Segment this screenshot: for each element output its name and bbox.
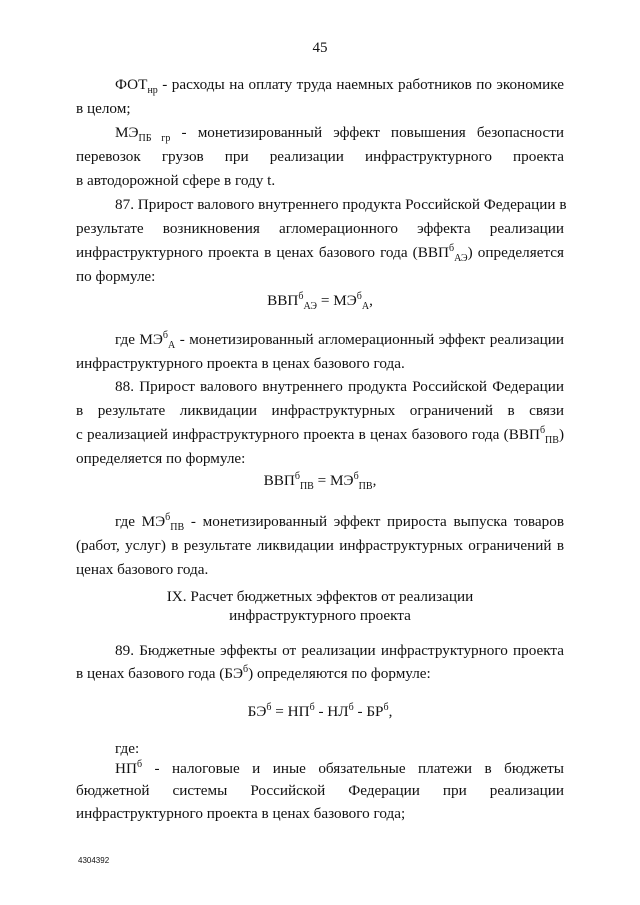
formula-vvp-pv-where-end: ценах базового года. [76, 561, 209, 578]
paragraph-88-line-3: с реализацией инфраструктурного проекта в ценах базового года $(ВВП^б_{ПВ})$ [76, 424, 564, 447]
section-heading-line-2: инфраструктурного проекта [229, 607, 411, 624]
document-code: 4304392 [78, 856, 110, 865]
me-pb-definition-cont: перевозок грузов при реализации инфраструктурного проекта [76, 148, 564, 165]
formula-vvp-ae-where: где $МЭ^б_А$ - монетизированный агломерационный эффект реализации [115, 329, 564, 352]
me-pb-definition-end: в автодорожной сфере в году t. [76, 172, 276, 189]
fot-definition-line: $ФОТ_{нр}$ - расходы на оплату труда наемных работников по экономике [115, 76, 564, 97]
paragraph-88-line-2: в результате ликвидации инфраструктурных ограничений в связи [76, 402, 564, 419]
np-definition-cont: бюджетной системы Российской Федерации при реализации [76, 782, 564, 799]
paragraph-89-line-1: 89. Бюджетные эффекты от реализации инфраструктурного проекта [115, 642, 564, 659]
me-pb-definition-line: $МЭ_{ПБ гр}$ - монетизированный эффект повышения безопасности [115, 124, 564, 145]
paragraph-87-line-2: результате возникновения агломерационного эффекта реализации [76, 220, 564, 237]
formula-vvp-ae-where-cont: инфраструктурного проекта в ценах базового года. [76, 355, 405, 372]
paragraph-87-line-1: 87. Прирост валового внутреннего продукта Российской Федерации в [115, 196, 567, 213]
page-number: 45 [312, 40, 328, 56]
paragraph-89-line-2: в ценах базового года $(БЭ^б)$ определяются по формуле: [76, 663, 431, 682]
formula-be: $БЭ^б = НП^б - НЛ^б - БР^б$, [247, 701, 393, 720]
paragraph-88-line-1: 88. Прирост валового внутреннего продукта Российской Федерации [115, 378, 564, 395]
formula-vvp-pv-where: где $МЭ^б_{ПВ}$ - монетизированный эффект прироста выпуска товаров [115, 511, 564, 534]
section-heading-line-1: IX. Расчет бюджетных эффектов от реализации [166, 588, 474, 605]
paragraph-87-line-4: по формуле: [76, 268, 156, 285]
np-definition-end: инфраструктурного проекта в ценах базового года; [76, 805, 406, 822]
fot-definition-cont: в целом; [76, 100, 131, 117]
paragraph-87-line-3: инфраструктурного проекта в ценах базового года $(ВВП^б_{АЭ})$ определяется [76, 242, 564, 265]
np-definition-line: $НП^б$ - налоговые и иные обязательные платежи в бюджеты [115, 758, 564, 777]
formula-vvp-ae: $ВВП^б_{АЭ} = МЭ^б_А$, [267, 290, 373, 313]
formula-vvp-pv-where-cont: (работ, услуг) в результате ликвидации инфраструктурных ограничений в [76, 537, 564, 554]
formula-vvp-pv: $ВВП^б_{ПВ} = МЭ^б_{ПВ}$, [263, 470, 377, 493]
paragraph-88-line-4: определяется по формуле: [76, 450, 246, 467]
where-label: где: [115, 740, 140, 757]
